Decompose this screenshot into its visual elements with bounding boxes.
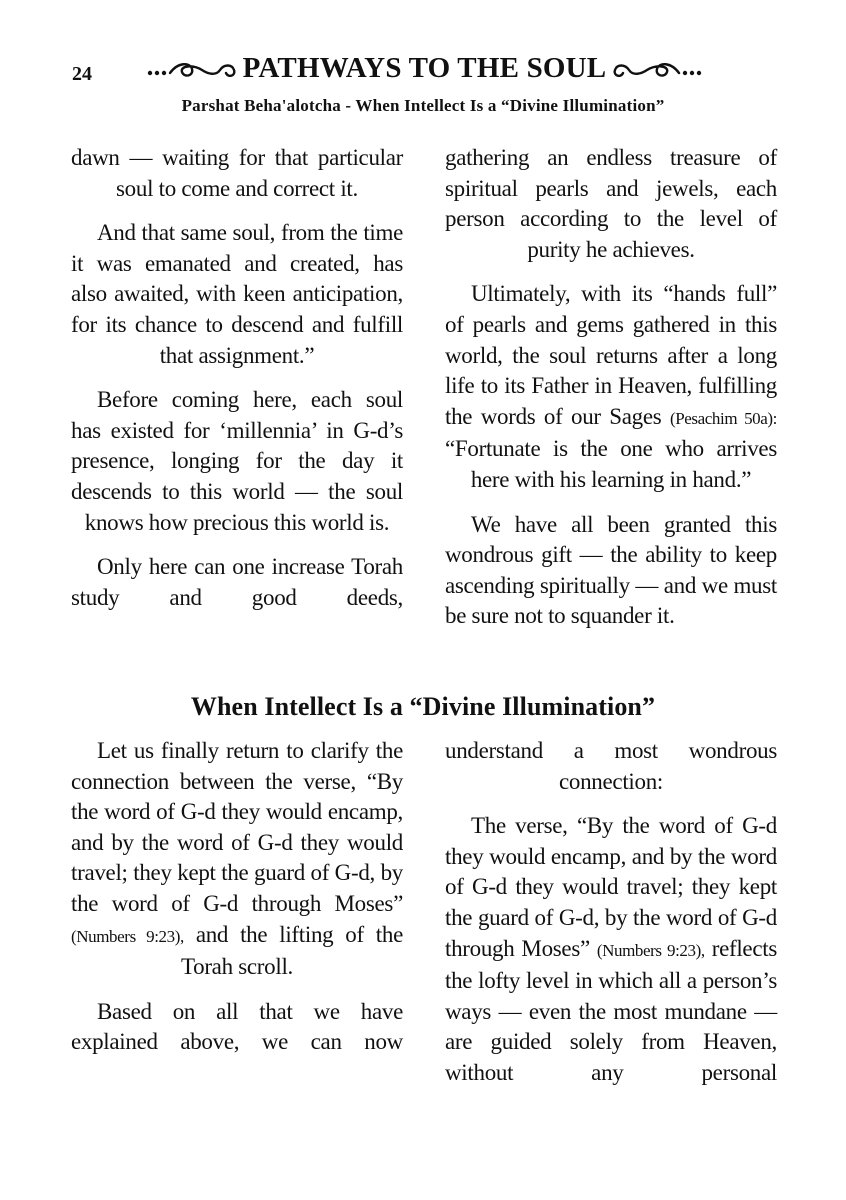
scroll-flourish-icon	[611, 56, 703, 82]
paragraph: understand a most wondrous connection:	[445, 738, 777, 794]
paragraph-text: reflects the lofty level in which all a person’s ways — even the most mundane — are guided solely from Heaven, without any personal	[445, 935, 777, 1085]
top-right-column	[445, 143, 777, 646]
paragraph	[71, 736, 403, 983]
paragraph: dawn — waiting for that particular soul to come and correct it.	[71, 145, 403, 201]
paragraph-text: “Fortunate is the one who arrives here with his learning in hand.”	[445, 436, 777, 492]
paragraph: We have all been granted this wondrous gift — the ability to keep ascending spiritually — and we must be sure not to squander it.	[445, 511, 777, 629]
bottom-left-column	[71, 736, 403, 1072]
paragraph-text: Ultimately, with its “hands full” of pearls and gems gathered in this world, the soul returns after a long life to its Father in Heaven, fulfilling the words of our Sages	[445, 281, 777, 429]
citation: (Pesachim 50a):	[669, 408, 778, 428]
page-number: 24	[72, 63, 92, 85]
citation: (Numbers 9:23),	[596, 940, 705, 960]
bottom-right-column	[445, 736, 777, 1103]
section-heading: When Intellect Is a “Divine Illumination”	[190, 692, 656, 721]
chapter-subtitle: Parshat Beha'alotcha - When Intellect Is a “Divine Illumination”	[181, 96, 665, 115]
paragraph-text: The verse, “By the word of G-d they would encamp, and by the word of G-d they would travel; they kept the guard of G-d, by the word of G-d through Moses”	[445, 813, 777, 961]
paragraph: Only here can one increase Torah study and good deeds,	[71, 554, 403, 610]
running-title: PATHWAYS TO THE SOUL	[242, 52, 607, 84]
paragraph	[445, 811, 777, 1088]
paragraph	[445, 279, 777, 495]
paragraph: And that same soul, from the time it was emanated and created, has also awaited, with keen anticipation, for its chance to descend and fulfill that assignment.”	[71, 220, 403, 368]
paragraph: Before coming here, each soul has existed for ‘millennia’ in G-d’s presence, longing for the day it descends to this world — the soul knows how precious this world is.	[71, 387, 403, 535]
page-header	[0, 52, 846, 92]
top-left-column	[71, 143, 403, 627]
citation: (Numbers 9:23),	[71, 926, 184, 946]
paragraph: gathering an endless treasure of spiritual pearls and jewels, each person according to the level of purity he achieves.	[445, 145, 777, 262]
paragraph-text: Let us finally return to clarify the connection between the verse, “By the word of G-d they would encamp, and by the word of G-d they would travel; they kept the guard of G-d, by the word of G-d through Moses”	[71, 738, 403, 916]
paragraph-text: and the lifting of the Torah scroll.	[180, 921, 404, 980]
paragraph: Based on all that we have explained above, we can now	[71, 998, 403, 1055]
scroll-flourish-icon	[146, 56, 238, 82]
running-title-line	[132, 52, 717, 85]
